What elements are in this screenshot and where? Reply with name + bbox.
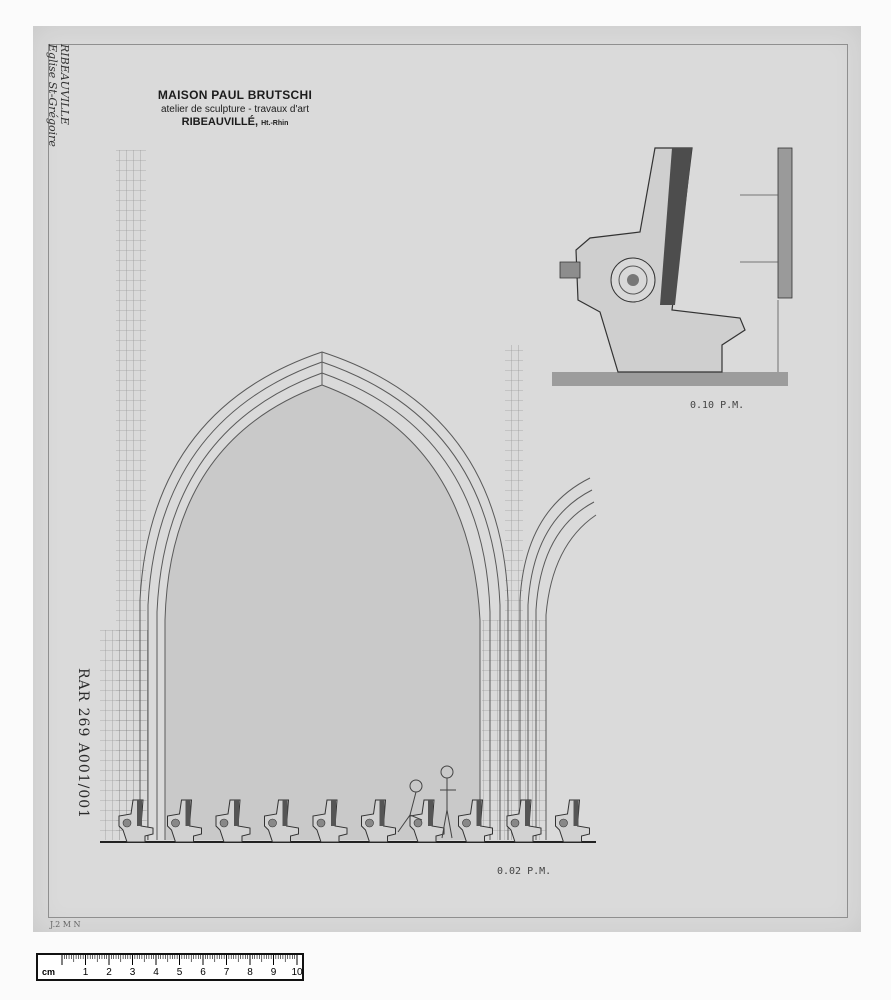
stall	[556, 800, 590, 842]
left-pillar	[100, 150, 148, 840]
corner-mark: J.2 M N	[50, 920, 81, 929]
gothic-arch	[140, 352, 508, 840]
scale-detail-label: 0.10 P.M.	[690, 400, 745, 411]
ruler-number: 10	[291, 967, 303, 978]
inventory-number	[65, 668, 99, 838]
ruler-number: 9	[270, 967, 277, 978]
stamp-subtitle: atelier de sculpture - travaux d'art	[160, 104, 310, 115]
stall-detail	[552, 148, 792, 386]
ruler-ticks	[38, 955, 302, 979]
inventory-text: RAR 269 A001/001	[75, 668, 91, 820]
scale-elevation-label: 0.02 P.M.	[497, 866, 552, 877]
stamp-region: Ht.-Rhin	[261, 120, 289, 127]
stamp-city-name: RIBEAUVILLÉ,	[181, 116, 259, 128]
ruler-number: 8	[247, 967, 253, 978]
ruler-number: 7	[223, 967, 230, 978]
measurement-ruler	[36, 953, 304, 981]
side-note-line2: Eglise St-Grégoire	[46, 44, 59, 147]
ruler-number: 5	[176, 967, 183, 978]
stamp-name: MAISON PAUL BRUTSCHI	[157, 88, 313, 102]
ruler-number: 1	[82, 967, 89, 978]
ruler-unit: cm	[42, 967, 56, 977]
side-note-line1: RIBEAUVILLE	[58, 44, 71, 125]
ruler-number: 2	[106, 967, 112, 978]
ruler-number: 6	[200, 967, 206, 978]
ruler-number: 3	[129, 967, 136, 978]
ruler-number: 4	[153, 967, 159, 978]
